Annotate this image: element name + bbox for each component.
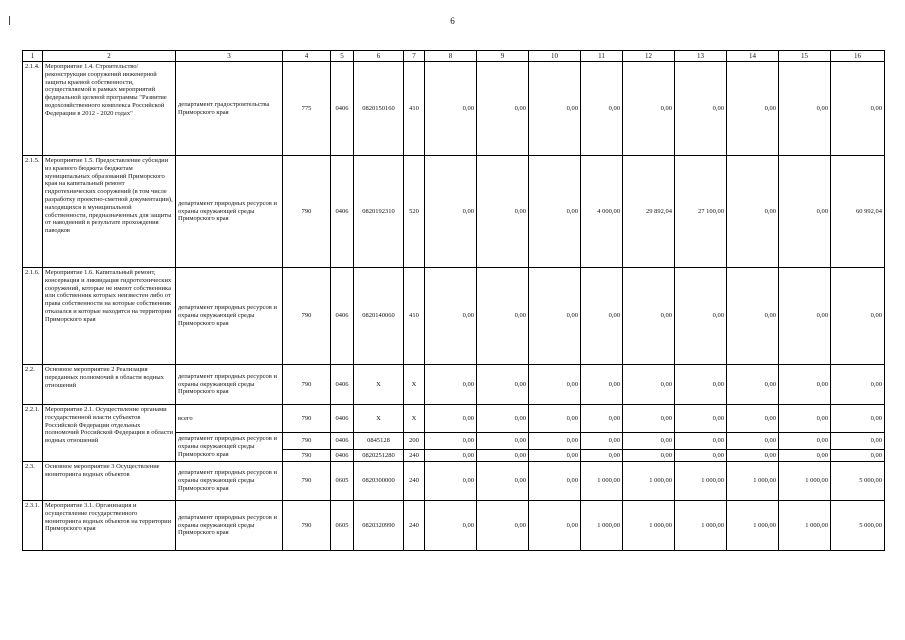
- cell-c10: 0,00: [529, 405, 581, 433]
- cell-c15: 1 000,00: [779, 462, 831, 501]
- cell-c12: 0,00: [623, 405, 675, 433]
- header-row: [23, 51, 885, 62]
- column-header: 7: [404, 51, 425, 62]
- cell-c13: 0,00: [675, 62, 727, 156]
- cell-c16: 5 000,00: [831, 501, 885, 551]
- cell-c10: 0,00: [529, 268, 581, 365]
- column-header: 11: [581, 51, 623, 62]
- cell-c11: 0,00: [581, 365, 623, 405]
- cell-c14: 0,00: [727, 405, 779, 433]
- cell-c14: 1 000,00: [727, 462, 779, 501]
- cell-c11: 4 000,00: [581, 156, 623, 268]
- cell-c12: 1 000,00: [623, 501, 675, 551]
- cell-c7: 410: [404, 268, 425, 365]
- cell-c5: 0406: [331, 365, 354, 405]
- cell-c5: 0406: [331, 156, 354, 268]
- cell-c13: 0,00: [675, 433, 727, 450]
- cell-c15: 0,00: [779, 450, 831, 462]
- row-executor: департамент природных ресурсов и охраны окружающей среды Приморского края: [176, 501, 283, 551]
- column-header: 4: [283, 51, 331, 62]
- cell-c15: 1 000,00: [779, 501, 831, 551]
- cell-c10: 0,00: [529, 462, 581, 501]
- cell-c15: 0,00: [779, 365, 831, 405]
- cell-c12: 0,00: [623, 433, 675, 450]
- row-name: Мероприятие 1.5. Предоставление субсидии из краевого бюджета бюджетам муниципальных образований Приморского края на капитальный ремонт гидротехнических сооружений (в том числе разработку проектно-сметной документации), находящихся в муниципальной собственности, предназначенных для защиты от наводнений в результате прохождения паводков: [43, 156, 176, 268]
- row-name: Мероприятие 3.1. Организация и осуществление государственного мониторинга водных объектов на территории Приморского края: [43, 501, 176, 551]
- cell-c13: 0,00: [675, 405, 727, 433]
- page-number: 6: [450, 16, 455, 26]
- cell-c7: 240: [404, 501, 425, 551]
- cell-c13: 1 000,00: [675, 501, 727, 551]
- cell-c8: 0,00: [425, 433, 477, 450]
- cell-c7: X: [404, 405, 425, 433]
- cell-c13: 27 100,00: [675, 156, 727, 268]
- row-executor: департамент природных ресурсов и охраны окружающей среды Приморского края: [176, 462, 283, 501]
- cell-c11: 1 000,00: [581, 462, 623, 501]
- table-row: [23, 405, 885, 433]
- margin-mark: [9, 16, 10, 25]
- column-header: 3: [176, 51, 283, 62]
- column-header: 1: [23, 51, 43, 62]
- cell-c11: 0,00: [581, 62, 623, 156]
- table-row: [23, 268, 885, 365]
- cell-c6: X: [354, 365, 404, 405]
- cell-c14: 0,00: [727, 450, 779, 462]
- cell-c4: 790: [283, 365, 331, 405]
- cell-c6: 0820140060: [354, 268, 404, 365]
- cell-c15: 0,00: [779, 156, 831, 268]
- table-row: [23, 462, 885, 501]
- cell-c9: 0,00: [477, 433, 529, 450]
- column-header: 8: [425, 51, 477, 62]
- cell-c7: 240: [404, 450, 425, 462]
- row-executor: всего: [176, 405, 283, 433]
- column-header: 9: [477, 51, 529, 62]
- cell-c6: 0820300000: [354, 462, 404, 501]
- row-name: Мероприятие 1.4. Строительство/реконструкция сооружений инженерной защиты краевой собственности, осуществляемой в рамках мероприятий федеральной целевой программы "Развитие водохозяйственного комплекса Российской Федерации в 2012 - 2020 годах": [43, 62, 176, 156]
- cell-c12: 0,00: [623, 365, 675, 405]
- cell-c16: 60 992,04: [831, 156, 885, 268]
- row-executor: департамент градостроительства Приморского края: [176, 62, 283, 156]
- column-header: 2: [43, 51, 176, 62]
- column-header: 10: [529, 51, 581, 62]
- cell-c4: 790: [283, 405, 331, 433]
- table-row: [23, 156, 885, 268]
- cell-c4: 775: [283, 62, 331, 156]
- cell-c4: 790: [283, 462, 331, 501]
- cell-c11: 0,00: [581, 405, 623, 433]
- row-code: 2.2.: [23, 365, 43, 405]
- cell-c16: 0,00: [831, 450, 885, 462]
- cell-c9: 0,00: [477, 268, 529, 365]
- cell-c15: 0,00: [779, 268, 831, 365]
- row-code: 2.1.4.: [23, 62, 43, 156]
- row-name: Основное мероприятие 3 Осуществление мониторинга водных объектов: [43, 462, 176, 501]
- cell-c16: 0,00: [831, 268, 885, 365]
- cell-c12: 0,00: [623, 450, 675, 462]
- cell-c7: 240: [404, 462, 425, 501]
- cell-c14: 0,00: [727, 365, 779, 405]
- cell-c5: 0605: [331, 462, 354, 501]
- cell-c11: 0,00: [581, 450, 623, 462]
- cell-c16: 0,00: [831, 365, 885, 405]
- cell-c11: 1 000,00: [581, 501, 623, 551]
- cell-c6: 0820320990: [354, 501, 404, 551]
- column-header: 13: [675, 51, 727, 62]
- cell-c13: 0,00: [675, 268, 727, 365]
- column-header: 14: [727, 51, 779, 62]
- cell-c9: 0,00: [477, 450, 529, 462]
- cell-c6: 0820192310: [354, 156, 404, 268]
- cell-c15: 0,00: [779, 62, 831, 156]
- cell-c4: 790: [283, 450, 331, 462]
- cell-c12: 29 892,04: [623, 156, 675, 268]
- cell-c8: 0,00: [425, 268, 477, 365]
- cell-c5: 0406: [331, 450, 354, 462]
- cell-c12: 1 000,00: [623, 462, 675, 501]
- cell-c16: 0,00: [831, 433, 885, 450]
- row-code: 2.1.5.: [23, 156, 43, 268]
- cell-c9: 0,00: [477, 462, 529, 501]
- cell-c10: 0,00: [529, 156, 581, 268]
- cell-c4: 790: [283, 156, 331, 268]
- cell-c10: 0,00: [529, 501, 581, 551]
- cell-c9: 0,00: [477, 501, 529, 551]
- row-code: 2.1.6.: [23, 268, 43, 365]
- row-name: Мероприятие 1.6. Капитальный ремонт, консервация и ликвидация гидротехнических сооружений, которые не имеют собственника или собственник которых неизвестен либо от права собственности на которые собственник отказался и которые находятся на территории Приморского края: [43, 268, 176, 365]
- cell-c8: 0,00: [425, 62, 477, 156]
- cell-c14: 1 000,00: [727, 501, 779, 551]
- cell-c6: 0845128: [354, 433, 404, 450]
- cell-c9: 0,00: [477, 62, 529, 156]
- cell-c9: 0,00: [477, 405, 529, 433]
- row-executor: департамент природных ресурсов и охраны окружающей среды Приморского края: [176, 156, 283, 268]
- cell-c14: 0,00: [727, 62, 779, 156]
- cell-c10: 0,00: [529, 365, 581, 405]
- cell-c8: 0,00: [425, 405, 477, 433]
- table-row: [23, 365, 885, 405]
- cell-c4: 790: [283, 268, 331, 365]
- row-name: Основное мероприятие 2 Реализация переданных полномочий в области водных отношений: [43, 365, 176, 405]
- cell-c8: 0,00: [425, 450, 477, 462]
- cell-c9: 0,00: [477, 365, 529, 405]
- row-code: 2.2.1.: [23, 405, 43, 462]
- row-executor: департамент природных ресурсов и охраны окружающей среды Приморского края: [176, 365, 283, 405]
- row-executor: департамент природных ресурсов и охраны окружающей среды Приморского края: [176, 268, 283, 365]
- cell-c16: 5 000,00: [831, 462, 885, 501]
- budget-table: [22, 50, 885, 551]
- column-header: 6: [354, 51, 404, 62]
- cell-c11: 0,00: [581, 268, 623, 365]
- cell-c5: 0605: [331, 501, 354, 551]
- column-header: 5: [331, 51, 354, 62]
- row-code: 2.3.1.: [23, 501, 43, 551]
- cell-c16: 0,00: [831, 405, 885, 433]
- cell-c5: 0406: [331, 62, 354, 156]
- table-row: [23, 501, 885, 551]
- cell-c6: 0820150160: [354, 62, 404, 156]
- cell-c10: 0,00: [529, 433, 581, 450]
- cell-c14: 0,00: [727, 268, 779, 365]
- table-row: [23, 62, 885, 156]
- cell-c13: 1 000,00: [675, 462, 727, 501]
- cell-c16: 0,00: [831, 62, 885, 156]
- cell-c14: 0,00: [727, 156, 779, 268]
- cell-c7: X: [404, 365, 425, 405]
- cell-c8: 0,00: [425, 365, 477, 405]
- column-header: 16: [831, 51, 885, 62]
- cell-c7: 410: [404, 62, 425, 156]
- cell-c14: 0,00: [727, 433, 779, 450]
- row-name: Мероприятие 2.1. Осуществление органами государственной власти субъектов Российской Федерации отдельных полномочий Российской Федерации в области водных отношений: [43, 405, 176, 462]
- cell-c15: 0,00: [779, 405, 831, 433]
- cell-c8: 0,00: [425, 501, 477, 551]
- cell-c8: 0,00: [425, 462, 477, 501]
- cell-c10: 0,00: [529, 450, 581, 462]
- cell-c6: 0820251280: [354, 450, 404, 462]
- cell-c11: 0,00: [581, 433, 623, 450]
- cell-c4: 790: [283, 501, 331, 551]
- cell-c12: 0,00: [623, 62, 675, 156]
- row-executor: департамент природных ресурсов и охраны окружающей среды Приморского края: [176, 433, 283, 462]
- cell-c5: 0406: [331, 433, 354, 450]
- cell-c13: 0,00: [675, 365, 727, 405]
- cell-c15: 0,00: [779, 433, 831, 450]
- cell-c10: 0,00: [529, 62, 581, 156]
- cell-c8: 0,00: [425, 156, 477, 268]
- cell-c5: 0406: [331, 405, 354, 433]
- cell-c7: 520: [404, 156, 425, 268]
- cell-c7: 200: [404, 433, 425, 450]
- cell-c13: 0,00: [675, 450, 727, 462]
- column-header: 15: [779, 51, 831, 62]
- cell-c5: 0406: [331, 268, 354, 365]
- row-code: 2.3.: [23, 462, 43, 501]
- cell-c12: 0,00: [623, 268, 675, 365]
- cell-c9: 0,00: [477, 156, 529, 268]
- cell-c6: X: [354, 405, 404, 433]
- cell-c4: 790: [283, 433, 331, 450]
- column-header: 12: [623, 51, 675, 62]
